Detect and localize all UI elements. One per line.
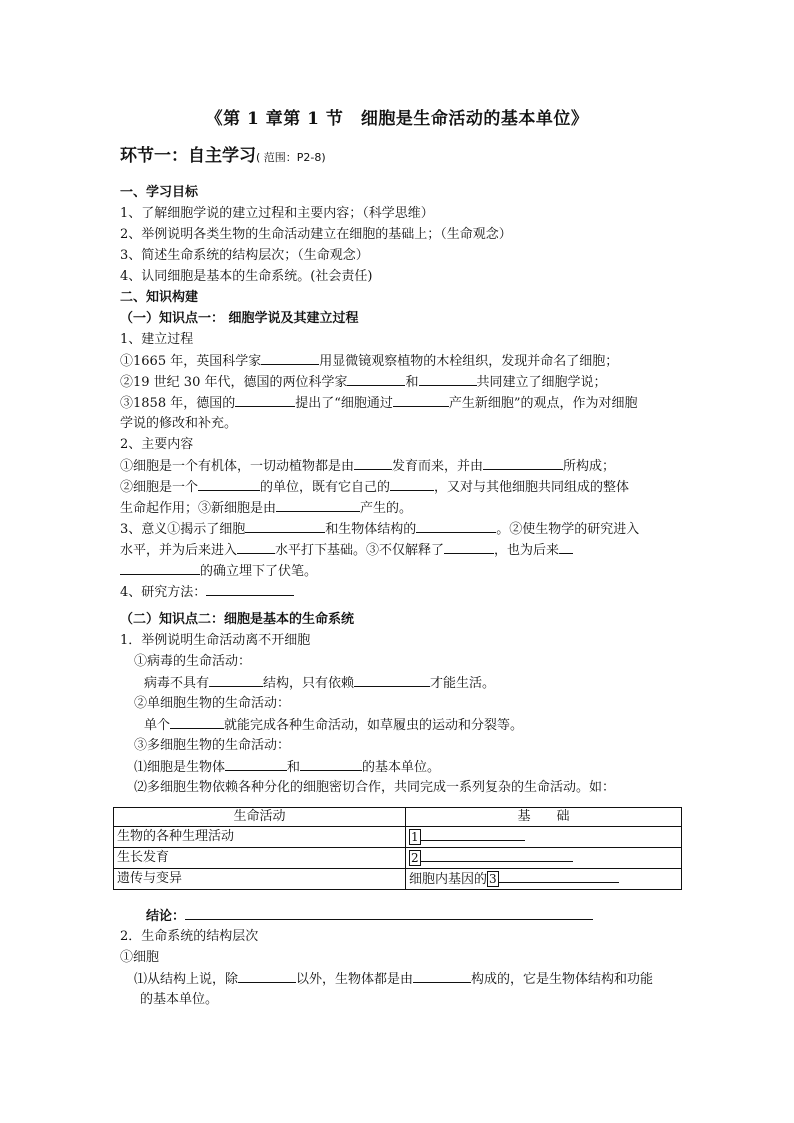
- blank[interactable]: [206, 582, 294, 596]
- blank[interactable]: [209, 673, 263, 687]
- conclusion-label: 结论：: [146, 909, 186, 924]
- blank[interactable]: [170, 715, 224, 729]
- kp2-heading: （二）知识点二：细胞是基本的生命系统: [120, 612, 355, 627]
- blank[interactable]: [198, 477, 260, 491]
- table-cell[interactable]: [406, 827, 682, 848]
- unicellular-heading: ②单细胞生物的生命活动：: [134, 696, 291, 711]
- kp1-process-heading: 1、建立过程: [120, 332, 194, 347]
- kp1-heading: （一）知识点一： 细胞学说及其建立过程: [120, 311, 359, 326]
- kp2-question-1: 1．举例说明生命活动离不开细胞: [120, 633, 311, 648]
- virus-line: 病毒不具有 结构，只有依赖 才能生活。: [144, 673, 495, 694]
- blank[interactable]: [416, 519, 496, 533]
- blank[interactable]: [413, 969, 471, 983]
- blank[interactable]: [185, 906, 593, 920]
- meaning-line-2: 水平，并为后来进入 水平打下基础。③不仅解释了 ，也为后来: [120, 540, 573, 561]
- blank[interactable]: [393, 393, 449, 407]
- blank[interactable]: [444, 540, 494, 554]
- blank[interactable]: [483, 456, 563, 470]
- content-line-1: ①细胞是一个有机体，一切动植物都是由 发育而来，并由 所构成；: [120, 456, 615, 477]
- activity-basis-table: [113, 807, 682, 890]
- process-line-3: ③1858 年，德国的 提出了“细胞通过 产生新细胞”的观点，作为对细胞: [120, 393, 638, 414]
- table-cell[interactable]: 细胞内基因的 3: [406, 869, 682, 890]
- conclusion-line: [146, 906, 593, 927]
- goal-item: 1、了解细胞学说的建立过程和主要内容；（科学思维）: [120, 206, 434, 221]
- method-line: 4、研究方法：: [120, 582, 294, 603]
- blank[interactable]: [245, 519, 325, 533]
- section-heading-line: [120, 146, 326, 168]
- table-header-row: [114, 808, 682, 827]
- blank[interactable]: [238, 969, 296, 983]
- blank[interactable]: [354, 456, 392, 470]
- table-header: 基 础: [406, 808, 682, 827]
- content-line-2: ②细胞是一个 的单位，既有它自己的 ，又对与其他细胞共同组成的整体: [120, 477, 629, 498]
- answer-marker: 2: [411, 851, 419, 865]
- meaning-line-3: 的确立埋下了伏笔。: [120, 561, 317, 582]
- table-cell[interactable]: [406, 848, 682, 869]
- blank[interactable]: [419, 372, 477, 386]
- process-line-1: ①1665 年，英国科学家 用显微镜观察植物的木栓组织，发现并命名了细胞；: [120, 351, 618, 372]
- cell-line-2: 的基本单位。: [140, 992, 219, 1007]
- goal-item: 4、认同细胞是基本的生命系统。(社会责任): [120, 269, 373, 284]
- blank[interactable]: [559, 540, 573, 554]
- blank[interactable]: [421, 848, 573, 862]
- blank[interactable]: [120, 561, 200, 575]
- table-row: [114, 827, 682, 848]
- goal-item: 2、举例说明各类生物的生命活动建立在细胞的基础上；（生命观念）: [120, 227, 512, 242]
- multicellular-line-1: ⑴细胞是生物体 和 的基本单位。: [134, 757, 440, 778]
- blank[interactable]: [421, 827, 525, 841]
- cell-heading: ①细胞: [120, 950, 160, 965]
- content-line-3: 生命起作用；③新细胞是由 产生的。: [120, 498, 412, 519]
- table-row: [114, 848, 682, 869]
- unicellular-line: 单个 就能完成各种生命活动，如草履虫的运动和分裂等。: [144, 715, 523, 736]
- kp1-content-heading: 2、主要内容: [120, 437, 194, 452]
- cell-line-1: ⑴从结构上说，除 以外，生物体都是由 构成的，它是生物体结构和功能: [134, 969, 653, 990]
- page-title: 《第 1 章第 1 节 细胞是生命活动的基本单位》: [205, 109, 589, 129]
- virus-heading: ①病毒的生命活动：: [134, 654, 252, 669]
- blank[interactable]: [300, 757, 362, 771]
- multicellular-heading: ③多细胞生物的生命活动：: [134, 738, 291, 753]
- blank[interactable]: [235, 393, 295, 407]
- blank[interactable]: [237, 540, 275, 554]
- blank[interactable]: [354, 673, 430, 687]
- section-range: ( 范围：P2-8): [256, 151, 326, 164]
- table-row: [114, 869, 682, 890]
- blank[interactable]: [261, 351, 319, 365]
- process-line-2: ②19 世纪 30 年代，德国的两位科学家 和 共同建立了细胞学说；: [120, 372, 607, 393]
- meaning-line-1: 3、意义①揭示了细胞 和生物体结构的 。②使生物学的研究进入: [120, 519, 639, 540]
- goal-item: 3、简述生命系统的结构层次；（生命观念）: [120, 248, 369, 263]
- kp2-question-2: 2．生命系统的结构层次: [120, 929, 259, 944]
- table-cell: 遗传与变异: [114, 869, 406, 890]
- blank[interactable]: [276, 498, 360, 512]
- blank[interactable]: [225, 757, 287, 771]
- build-heading: 二、知识构建: [120, 290, 199, 305]
- blank[interactable]: [347, 372, 405, 386]
- table-cell: 生长发育: [114, 848, 406, 869]
- table-header: 生命活动: [114, 808, 406, 827]
- multicellular-line-2: ⑵多细胞生物依赖各种分化的细胞密切合作，共同完成一系列复杂的生命活动。如：: [134, 780, 616, 795]
- blank[interactable]: [390, 477, 434, 491]
- goals-heading: 一、学习目标: [120, 185, 199, 200]
- table-cell: 生物的各种生理活动: [114, 827, 406, 848]
- answer-marker: 3: [489, 872, 497, 886]
- process-line-4: 学说的修改和补充。: [120, 416, 238, 431]
- blank[interactable]: [499, 869, 619, 883]
- section-heading: 环节一：自主学习: [120, 146, 256, 166]
- answer-marker: 1: [411, 830, 419, 844]
